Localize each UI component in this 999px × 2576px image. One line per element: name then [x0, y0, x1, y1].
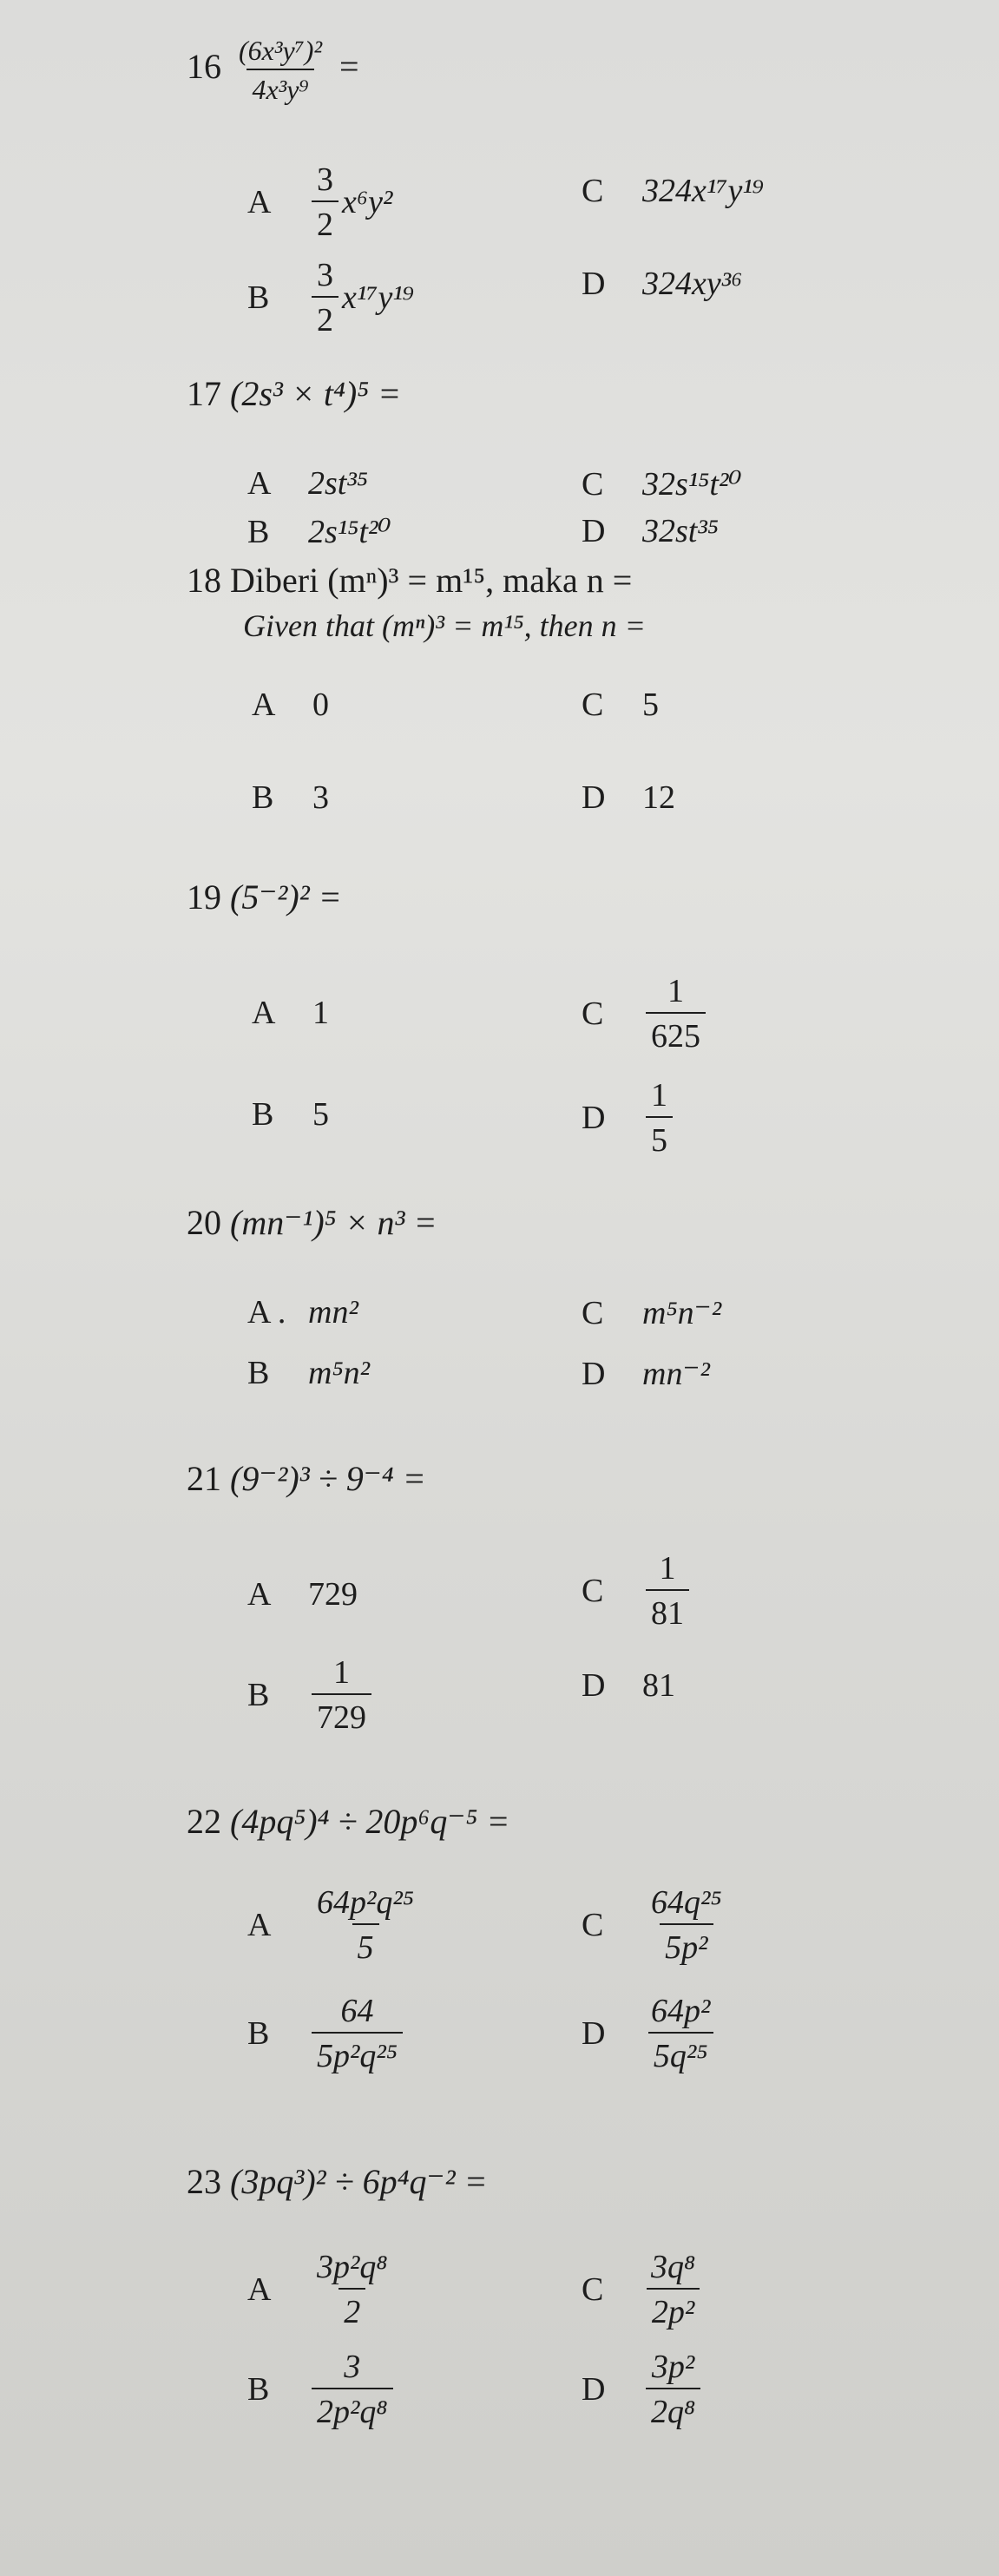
option-b[interactable]	[247, 2348, 397, 2431]
option-b[interactable]	[247, 1354, 370, 1392]
option-letter: B	[247, 513, 270, 550]
option-c[interactable]	[582, 172, 764, 210]
option-letter: C	[582, 2271, 604, 2308]
question-number: 19	[187, 877, 221, 917]
fraction-denominator: 81	[646, 1589, 689, 1633]
option-b[interactable]	[247, 256, 414, 339]
fraction-numerator: 3	[344, 2349, 361, 2385]
option-value: 324x¹⁷y¹⁹	[642, 173, 764, 209]
option-letter: B	[247, 2015, 270, 2052]
question-22	[187, 1801, 509, 1842]
fraction-denominator: 5p²	[660, 1923, 713, 1967]
option-value: x⁶y²	[342, 184, 393, 220]
option-letter: B	[247, 1677, 270, 1713]
option-fraction	[312, 1653, 371, 1737]
option-value: 1	[312, 995, 329, 1031]
option-letter: C	[582, 687, 604, 723]
question-21	[187, 1458, 426, 1499]
question-stem: (3pq³)² ÷ 6p⁴q⁻² =	[230, 2162, 488, 2201]
option-c[interactable]	[582, 1293, 721, 1332]
fraction-numerator: 1	[333, 1654, 350, 1691]
question-17	[187, 373, 401, 414]
option-d[interactable]	[582, 1666, 675, 1705]
option-fraction	[312, 1883, 419, 1967]
fraction-denominator: 5q²⁵	[648, 2032, 713, 2075]
option-value: mn²	[308, 1294, 358, 1331]
stem-fraction	[233, 35, 327, 106]
option-b[interactable]	[247, 1992, 406, 2075]
option-value: 2st³⁵	[308, 465, 368, 502]
fraction-denominator: 625	[646, 1012, 706, 1055]
option-a[interactable]	[252, 994, 329, 1032]
option-letter: B	[252, 1096, 274, 1133]
option-letter: D	[582, 266, 606, 302]
question-stem-en: Given that (mⁿ)³ = m¹⁵, then n =	[243, 608, 646, 643]
fraction-denominator: 2p²	[647, 2288, 700, 2331]
question-number: 17	[187, 374, 221, 413]
option-c[interactable]	[582, 972, 709, 1055]
stem-denominator: 4x³y⁹	[246, 69, 313, 106]
fraction-denominator: 5	[646, 1116, 673, 1160]
option-b[interactable]	[252, 779, 329, 817]
question-number: 23	[187, 2162, 221, 2201]
option-fraction	[312, 2248, 393, 2331]
option-value: 0	[312, 687, 329, 723]
option-value: 2s¹⁵t²⁰	[308, 514, 391, 550]
option-a[interactable]	[252, 686, 329, 724]
question-number: 18	[187, 561, 221, 600]
option-fraction	[646, 1883, 727, 1967]
option-c[interactable]	[582, 1549, 693, 1633]
option-letter: A .	[247, 1294, 286, 1331]
option-letter: D	[582, 2371, 606, 2408]
fraction-denominator: 2q⁸	[646, 2388, 700, 2431]
question-number: 22	[187, 1802, 221, 1841]
option-letter: D	[582, 1100, 606, 1136]
option-fraction	[312, 1992, 403, 2075]
option-value: m⁵n⁻²	[642, 1295, 722, 1331]
option-letter: C	[582, 173, 604, 209]
option-value: 5	[312, 1096, 329, 1133]
question-18-english	[243, 608, 646, 644]
question-number: 21	[187, 1459, 221, 1498]
question-20	[187, 1202, 437, 1243]
question-19	[187, 877, 342, 917]
fraction-numerator: 64q²⁵	[651, 1884, 722, 1921]
option-letter: A	[247, 184, 272, 220]
option-letter: D	[582, 1355, 606, 1392]
option-letter: C	[582, 465, 604, 503]
fraction-denominator: 2p²q⁸	[312, 2388, 393, 2431]
fraction-numerator: 64	[340, 1993, 374, 2029]
question-stem-ms: Diberi (mⁿ)³ = m¹⁵, maka n =	[230, 561, 633, 600]
option-letter: B	[247, 279, 270, 316]
option-fraction	[646, 1992, 715, 2075]
option-d[interactable]	[582, 1992, 719, 2075]
option-value: 32st³⁵	[642, 513, 719, 549]
option-a[interactable]	[247, 1293, 358, 1331]
option-fraction	[646, 1549, 689, 1633]
option-letter: A	[252, 995, 276, 1031]
fraction-numerator: 3	[317, 257, 333, 293]
option-a[interactable]	[247, 464, 368, 503]
question-number: 16	[187, 47, 221, 87]
option-d[interactable]	[582, 1354, 710, 1393]
question-stem: (mn⁻¹)⁵ × n³ =	[230, 1203, 437, 1242]
option-fraction	[646, 972, 706, 1055]
option-fraction	[646, 1076, 673, 1160]
question-stem: (2s³ × t⁴)⁵ =	[230, 374, 402, 413]
option-letter: A	[247, 2271, 272, 2308]
fraction-numerator: 1	[667, 973, 684, 1009]
option-b[interactable]	[252, 1095, 329, 1134]
option-b[interactable]	[247, 512, 391, 551]
option-value: 3	[312, 779, 329, 816]
option-letter: C	[582, 1294, 604, 1331]
option-letter: D	[582, 779, 606, 816]
question-number: 20	[187, 1203, 221, 1242]
option-value: m⁵n²	[308, 1355, 371, 1391]
option-d[interactable]	[582, 1076, 676, 1160]
option-letter: A	[247, 465, 272, 502]
option-letter: C	[582, 996, 604, 1032]
fraction-denominator: 2	[312, 200, 338, 244]
option-value: 729	[308, 1576, 358, 1613]
fraction-numerator: 64p²	[651, 1993, 711, 2029]
option-letter: A	[247, 1907, 272, 1943]
fraction-numerator: 3	[317, 161, 333, 198]
option-c[interactable]	[582, 1883, 731, 1967]
fraction-denominator: 5	[352, 1923, 379, 1967]
option-fraction	[312, 2348, 393, 2431]
fraction-numerator: 3q⁸	[651, 2249, 696, 2285]
question-18	[187, 560, 632, 601]
option-value: 12	[642, 779, 675, 816]
option-c[interactable]	[582, 686, 659, 724]
option-a[interactable]	[247, 1575, 358, 1613]
option-value: x¹⁷y¹⁹	[342, 279, 414, 316]
option-fraction	[312, 161, 338, 244]
question-23	[187, 2161, 488, 2202]
option-fraction	[646, 2348, 700, 2431]
option-value: 5	[642, 687, 659, 723]
option-letter: D	[582, 1667, 606, 1704]
fraction-numerator: 3p²	[651, 2349, 695, 2385]
question-stem: (5⁻²)² =	[230, 877, 342, 917]
option-d[interactable]	[582, 265, 742, 303]
question-stem: (9⁻²)³ ÷ 9⁻⁴ =	[230, 1459, 426, 1498]
option-a[interactable]	[247, 2248, 397, 2331]
option-a[interactable]	[247, 1883, 423, 1967]
fraction-numerator: 1	[651, 1077, 667, 1114]
option-value: 32s¹⁵t²⁰	[642, 466, 742, 503]
option-c[interactable]	[582, 2248, 704, 2331]
question-16	[187, 35, 359, 106]
fraction-denominator: 2	[338, 2288, 365, 2331]
option-fraction	[312, 256, 338, 339]
option-letter: A	[247, 1576, 272, 1613]
option-d[interactable]	[582, 779, 675, 817]
fraction-denominator: 729	[312, 1693, 371, 1737]
option-d[interactable]	[582, 2348, 704, 2431]
option-letter: B	[247, 1355, 270, 1391]
option-a[interactable]	[247, 161, 392, 244]
option-value: 324xy³⁶	[642, 266, 743, 302]
stem-tail: =	[339, 47, 359, 87]
option-letter: B	[247, 2371, 270, 2408]
fraction-denominator: 5p²q²⁵	[312, 2032, 403, 2075]
fraction-numerator: 1	[659, 1550, 676, 1587]
option-b[interactable]	[247, 1653, 375, 1737]
stem-numerator: (6x³y⁷)²	[239, 35, 323, 66]
option-letter: A	[252, 687, 276, 723]
fraction-numerator: 64p²q²⁵	[317, 1884, 414, 1921]
option-letter: B	[252, 779, 274, 816]
option-value: 81	[642, 1667, 675, 1704]
question-stem: (4pq⁵)⁴ ÷ 20p⁶q⁻⁵ =	[230, 1802, 510, 1841]
option-fraction	[646, 2248, 700, 2331]
option-c[interactable]	[582, 464, 742, 503]
fraction-denominator: 2	[312, 296, 338, 339]
option-d[interactable]	[582, 512, 719, 550]
fraction-numerator: 3p²q⁸	[317, 2249, 388, 2285]
option-value: mn⁻²	[642, 1356, 710, 1392]
option-letter: D	[582, 2015, 606, 2052]
option-letter: C	[582, 1907, 604, 1943]
option-letter: D	[582, 513, 606, 549]
option-letter: C	[582, 1573, 604, 1609]
